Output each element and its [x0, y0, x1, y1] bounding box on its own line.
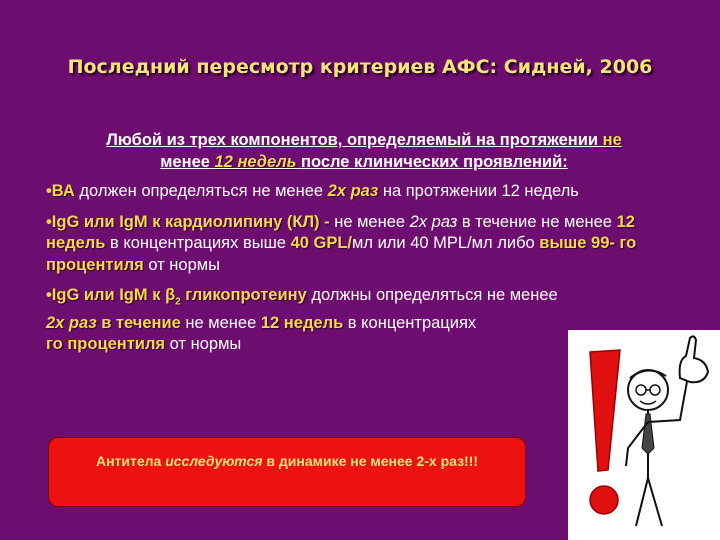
bullet-item-beta2-glycoprotein: •IgG или IgM к $\beta_2$ гликопротеину должны определяться не менее 2х раз в течение не менее 12 недель в концентрациях го процентиля от нормы [46, 286, 558, 354]
bullet-marker: • [46, 212, 52, 231]
intro-text: Любой из трех компонентов, определяемый на протяжении не менее 12 недель после клинических проявлений: [106, 131, 622, 171]
bullet-item-va: •ВА должен определяться не менее 2х раз на протяжении 12 недель [46, 182, 579, 200]
bullet-marker: • [46, 182, 52, 200]
info-box: Антитела исследуются в динамике не менее 2-х раз!!! [48, 437, 526, 507]
exclamation-figure-illustration [568, 330, 720, 540]
bullet-marker: • [46, 286, 52, 304]
exclamation-figure-icon [568, 330, 720, 540]
bullet-item-cardiolipin: •IgG или IgM к кардиолипину (КЛ) - не менее 2х раз в течение не менее 12 недель в концентрациях выше 40 GPL/мл или 40 MPL/мл либо выше 99- го процентиля от нормы [46, 212, 637, 274]
slide-title: Последний пересмотр критериев АФС: Сидней, 2006 [67, 56, 653, 78]
